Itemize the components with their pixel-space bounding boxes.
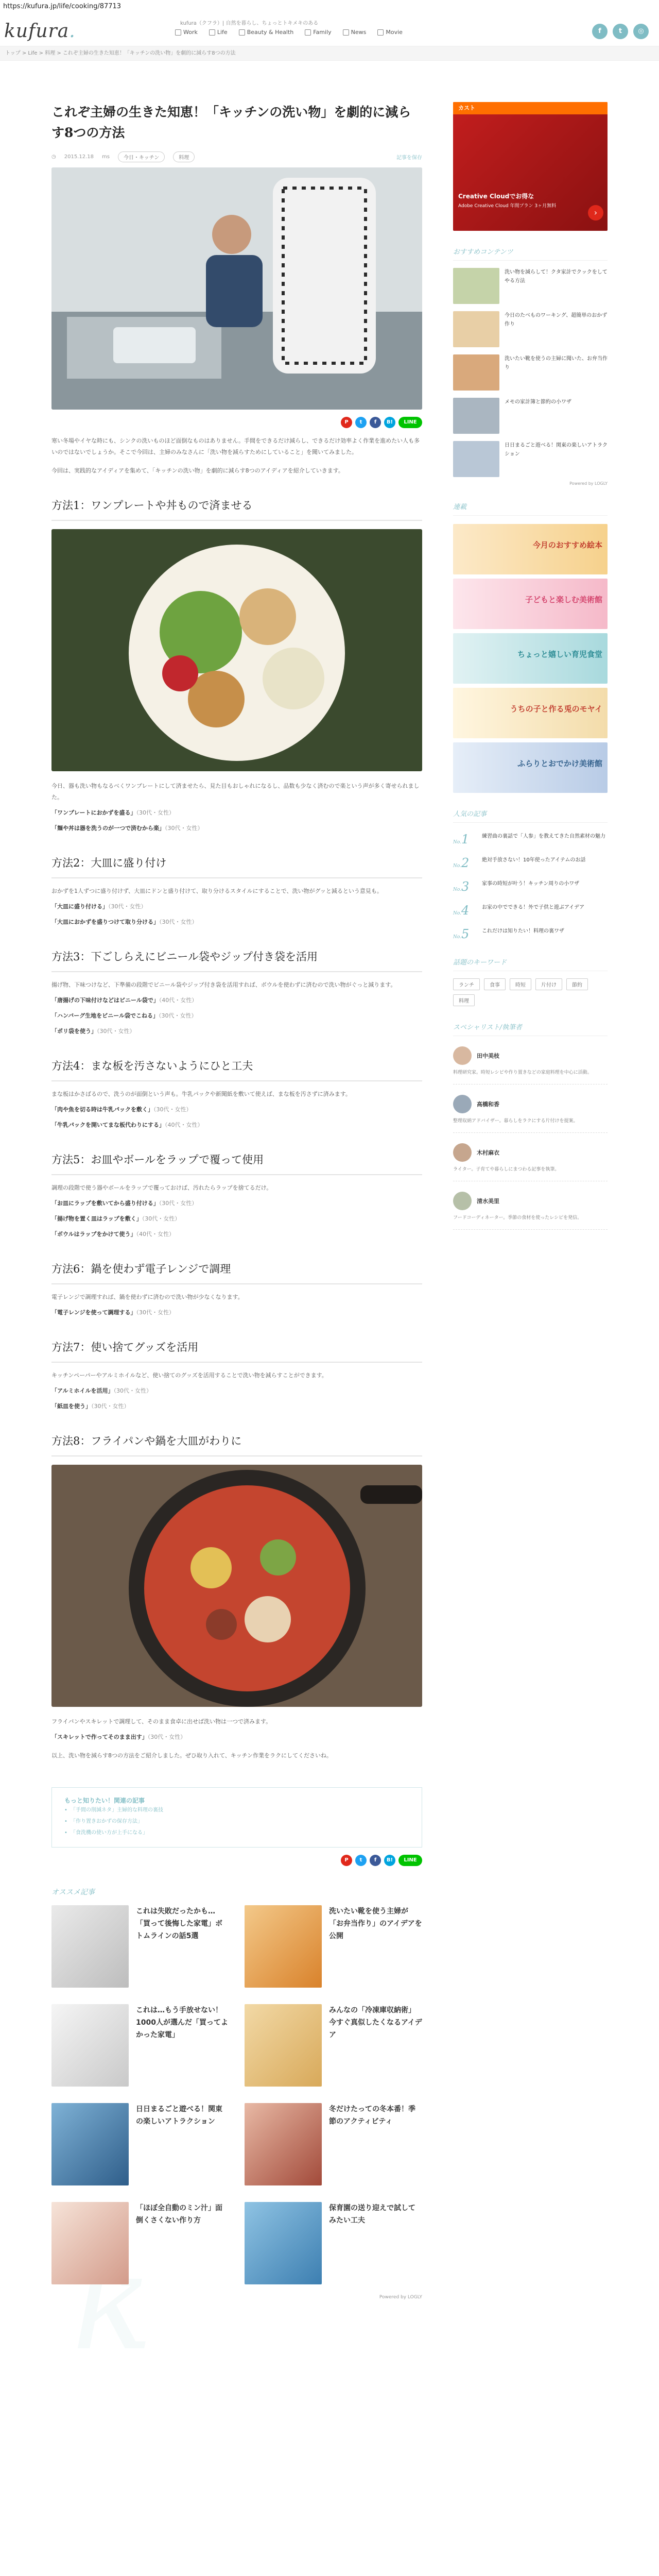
quote-source: （40代・女性） bbox=[136, 1231, 175, 1238]
recommend-item[interactable] bbox=[51, 2004, 229, 2087]
facebook-icon[interactable]: f bbox=[592, 24, 608, 39]
ranking-text: お家の中でできる！外で子供と遊ぶアイデア bbox=[482, 905, 585, 910]
section-title: 方法1：ワンプレートや丼もので済ませる bbox=[51, 497, 422, 521]
content-thumb bbox=[453, 354, 499, 391]
series-banner[interactable] bbox=[453, 633, 608, 684]
section-title: 方法8：フライパンや鍋を大皿がわりに bbox=[51, 1433, 422, 1456]
nav-item-news[interactable] bbox=[343, 29, 367, 36]
related-link[interactable]: • 「食洗機の使い方が上手になる」 bbox=[64, 1827, 409, 1839]
site-tagline: kufura（クフラ）| 自然を暮らし、ちょっとトキメキのある bbox=[180, 21, 319, 26]
share-buttons-bottom bbox=[51, 1855, 422, 1866]
quote bbox=[51, 1120, 422, 1131]
family-icon bbox=[305, 29, 311, 36]
hero-image bbox=[51, 167, 422, 410]
quote bbox=[51, 1198, 422, 1209]
quote bbox=[51, 1229, 422, 1240]
recommend-item[interactable] bbox=[245, 2202, 422, 2284]
hatena-icon[interactable]: B! bbox=[384, 1855, 395, 1866]
breadcrumb: トップ > Life > 料理 > これぞ主婦の生きた知恵！「キッチンの洗い物」を劇的に減らす8つの方法 bbox=[0, 46, 659, 61]
keyword-tag[interactable]: 片付け bbox=[535, 978, 562, 990]
specialist-name: 清水美里 bbox=[477, 1198, 499, 1205]
recommend-thumb bbox=[245, 1905, 322, 1988]
specialist-name: 木村麻衣 bbox=[477, 1149, 499, 1156]
rank-number: No.2 bbox=[453, 856, 470, 870]
sidebar-specialists-title: スペシャリスト/執筆者 bbox=[453, 1022, 608, 1036]
twitter-icon[interactable]: t bbox=[613, 24, 628, 39]
article-main bbox=[51, 61, 422, 2300]
quote bbox=[51, 995, 422, 1006]
quote-text: 「牛乳パックを開いてまな板代わりにする」 bbox=[51, 1122, 165, 1128]
recommend-text: みんなの「冷凍庫収納術」 今すぐ真似したくなるアイデア bbox=[329, 2006, 422, 2039]
facebook-icon[interactable]: f bbox=[370, 1855, 381, 1866]
keyword-tag[interactable]: 節約 bbox=[566, 978, 588, 990]
nav-label: Work bbox=[183, 29, 198, 36]
twitter-icon[interactable]: t bbox=[355, 417, 367, 428]
nav-item-work[interactable] bbox=[175, 29, 198, 36]
recommend-grid bbox=[51, 1905, 422, 2284]
line-icon[interactable]: LINE bbox=[398, 417, 422, 428]
quote-text: 「スキレットで作ってそのまま出す」 bbox=[51, 1734, 148, 1740]
section-body: 電子レンジで調理すれば、鍋を使わずに済むので洗い物が少なくなります。 bbox=[51, 1294, 244, 1300]
sidebar-contents-title: おすすめコンテンツ bbox=[453, 246, 608, 261]
quote-text: 「ボウルはラップをかけて使う」 bbox=[51, 1231, 136, 1238]
nav-item-movie[interactable] bbox=[377, 29, 403, 36]
sidebar-content-item[interactable] bbox=[453, 268, 608, 304]
news-icon bbox=[343, 29, 349, 36]
ranking-text: 絶対手放さない！10年使ったアイテムのお話 bbox=[482, 857, 586, 863]
section-title: 方法7：使い捨てグッズを活用 bbox=[51, 1339, 422, 1363]
quote bbox=[51, 807, 422, 819]
quote bbox=[51, 1026, 422, 1037]
rank-number: No.4 bbox=[453, 903, 470, 918]
quote-text: 「紙皿を使う」 bbox=[51, 1403, 91, 1410]
related-title: もっと知りたい！関連の記事 bbox=[64, 1797, 145, 1804]
section-title: 方法2：大皿に盛り付け bbox=[51, 855, 422, 878]
series-banner[interactable] bbox=[453, 688, 608, 738]
section-title: 方法4：まな板を汚さないようにひと工夫 bbox=[51, 1058, 422, 1081]
quote-text: 「ハンバーグ生地をビニール袋でこねる」 bbox=[51, 1012, 159, 1019]
article-author: ms bbox=[102, 154, 110, 160]
ranking-item[interactable] bbox=[453, 903, 608, 918]
series-label: 子どもと楽しむ美術館 bbox=[525, 595, 602, 604]
related-articles-box bbox=[51, 1787, 422, 1848]
article-tag[interactable]: 今日・キッチン bbox=[118, 151, 165, 162]
nav-label: Beauty & Health bbox=[247, 29, 294, 36]
specialist-card[interactable] bbox=[453, 1095, 608, 1133]
hatena-icon[interactable]: B! bbox=[384, 417, 395, 428]
main-nav bbox=[175, 29, 403, 36]
quote-source: （30代・女性） bbox=[136, 1309, 175, 1316]
chevron-right-icon[interactable]: › bbox=[588, 205, 603, 221]
recommend-item[interactable] bbox=[51, 1905, 229, 1988]
nav-item-beauty[interactable] bbox=[239, 29, 294, 36]
series-banner[interactable] bbox=[453, 579, 608, 629]
recommend-text: 洗いたい靴を使う主婦が「お弁当作り」のアイデアを公開 bbox=[329, 1907, 422, 1940]
recommend-thumb bbox=[51, 1905, 129, 1988]
quote-text: 「麺や丼は器を洗うのが一つで済むから楽」 bbox=[51, 825, 165, 832]
beauty-icon bbox=[239, 29, 245, 36]
specialist-card[interactable] bbox=[453, 1143, 608, 1181]
work-icon bbox=[175, 29, 181, 36]
nav-label: Movie bbox=[386, 29, 403, 36]
section-body: キッチンペーパーやアルミホイルなど、使い捨てのグッズを活用することで洗い物を減らすことができます。 bbox=[51, 1372, 327, 1379]
recommend-thumb bbox=[51, 2103, 129, 2185]
related-link[interactable]: • 「手間の削減ネタ」主婦的な料理の裏技 bbox=[64, 1805, 409, 1816]
instagram-icon[interactable]: ◎ bbox=[633, 24, 649, 39]
ad-banner-header: カスト bbox=[453, 102, 608, 114]
specialist-desc: フードコーディネーター。季節の食材を使ったレシピを発信。 bbox=[453, 1215, 582, 1221]
quote-source: （30代・女性） bbox=[91, 1403, 130, 1410]
outro-text: 以上、洗い物を減らす8つの方法をご紹介しました。ぜひ取り入れて、キッチン作業をラクにしてくださいね。 bbox=[51, 1752, 333, 1759]
quote bbox=[51, 823, 422, 834]
recommend-thumb bbox=[245, 2202, 322, 2284]
nav-item-life[interactable] bbox=[209, 29, 228, 36]
quote-text: 「ワンプレートにおかずを盛る」 bbox=[51, 809, 136, 816]
background-watermark: k bbox=[72, 2225, 153, 2380]
powered-by[interactable]: Powered by LOGLY bbox=[569, 481, 608, 486]
keyword-tag[interactable]: 時短 bbox=[510, 978, 531, 990]
article-tag[interactable]: 料理 bbox=[173, 151, 195, 162]
recommend-item[interactable] bbox=[51, 2202, 229, 2284]
movie-icon bbox=[377, 29, 384, 36]
ranking-text: これだけは知りたい！料理の裏ワザ bbox=[482, 928, 564, 934]
quote-text: 「唐揚げの下味付けなどはビニール袋で」 bbox=[51, 997, 159, 1004]
nav-label: Family bbox=[313, 29, 332, 36]
quote bbox=[51, 1307, 422, 1318]
url-bar[interactable]: https://kufura.jp/life/cooking/87713 bbox=[0, 0, 659, 13]
specialist-card[interactable] bbox=[453, 1046, 608, 1084]
series-banner[interactable] bbox=[453, 524, 608, 574]
rank-number: No.3 bbox=[453, 879, 470, 894]
pinterest-icon[interactable]: P bbox=[341, 1855, 352, 1866]
sidebar-ranking-title: 人気の記事 bbox=[453, 808, 608, 823]
ranking-item[interactable] bbox=[453, 832, 608, 846]
nav-label: Life bbox=[217, 29, 228, 36]
section-body: フライパンやスキレットで調理して、そのまま食卓に出せば洗い物は一つで済みます。 bbox=[51, 1718, 272, 1725]
ranking-item[interactable] bbox=[453, 927, 608, 941]
specialist-card[interactable] bbox=[453, 1192, 608, 1230]
quote-text: 「お皿にラップを敷いてから盛り付ける」 bbox=[51, 1200, 159, 1207]
content-text: 洗い物を減らして！クタ家計でクックをしてやる方法 bbox=[505, 269, 608, 284]
quote-source: （30代・女性） bbox=[142, 1215, 181, 1222]
clock-icon: ◷ bbox=[51, 154, 56, 160]
content-thumb bbox=[453, 398, 499, 434]
recommend-item[interactable] bbox=[245, 2103, 422, 2185]
recommend-item[interactable] bbox=[245, 1905, 422, 1988]
quote-text: 「大皿に盛り付ける」 bbox=[51, 903, 108, 910]
sidebar-content-item[interactable] bbox=[453, 441, 608, 477]
recommend-text: これは…もう手放せない！1000人が選んだ「買ってよかった家電」 bbox=[136, 2006, 228, 2039]
specialist-desc: 整理収納アドバイザー。暮らしをラクにする片付けを提案。 bbox=[453, 1118, 578, 1124]
recommend-thumb bbox=[245, 2004, 322, 2087]
quote-source: （30代・女性） bbox=[159, 919, 198, 925]
powered-by[interactable]: Powered by LOGLY bbox=[379, 2295, 422, 2300]
recommend-thumb bbox=[51, 2004, 129, 2087]
avatar bbox=[453, 1095, 472, 1113]
quote bbox=[51, 901, 422, 912]
quote bbox=[51, 1401, 422, 1412]
ranking-text: 練習曲の裏話で「人参」を教えてきた自然素材の魅力 bbox=[482, 834, 605, 839]
sidebar-content-item[interactable] bbox=[453, 311, 608, 347]
ad-banner[interactable] bbox=[453, 102, 608, 231]
one-plate-photo bbox=[51, 529, 422, 771]
keyword-list bbox=[453, 978, 608, 1006]
quote-text: 「ポリ袋を使う」 bbox=[51, 1028, 97, 1035]
series-list bbox=[453, 524, 608, 793]
sidebar-content-item[interactable] bbox=[453, 398, 608, 434]
article-title: これぞ主婦の生きた知恵！「キッチンの洗い物」を劇的に減らす8つの方法 bbox=[51, 105, 411, 140]
keyword-tag[interactable]: 食事 bbox=[484, 978, 506, 990]
rank-number: No.1 bbox=[453, 832, 470, 846]
quote bbox=[51, 917, 422, 928]
quote bbox=[51, 1010, 422, 1022]
specialist-desc: ライター。子育てや暮らしにまつわる記事を執筆。 bbox=[453, 1167, 560, 1172]
quote-source: （30代・女性） bbox=[136, 809, 175, 816]
kitchen-photo bbox=[51, 167, 422, 410]
specialist-name: 高橋和香 bbox=[477, 1101, 499, 1108]
life-icon bbox=[209, 29, 215, 36]
rank-number: No.5 bbox=[453, 927, 470, 941]
quote-source: （30代・女性） bbox=[108, 903, 147, 910]
quote-source: （30代・女性） bbox=[147, 1734, 186, 1740]
avatar bbox=[453, 1192, 472, 1210]
quote-text: 「揚げ物を置く皿はラップを敷く」 bbox=[51, 1215, 142, 1222]
content-text: 今日のたべものワーキング、超簡単のおかず作り bbox=[505, 313, 608, 327]
recommend-text: 日日まるごと遊べる！関東の楽しいアトラクション bbox=[136, 2105, 222, 2126]
series-label: ちょっと嬉しい育児食堂 bbox=[517, 650, 602, 659]
content-thumb bbox=[453, 441, 499, 477]
ranking-text: 家事の時短が叶う！キッチン周りの小ワザ bbox=[482, 881, 580, 887]
keyword-tag[interactable]: 料理 bbox=[453, 994, 475, 1006]
line-icon[interactable]: LINE bbox=[398, 1855, 422, 1866]
ranking-item[interactable] bbox=[453, 856, 608, 870]
quote-source: （30代・女性） bbox=[159, 1012, 197, 1019]
series-label: うちの子と作る兎のモヤイ bbox=[510, 704, 602, 714]
quote-source: （40代・女性） bbox=[165, 1122, 203, 1128]
quote-text: 「アルミホイルを活用」 bbox=[51, 1387, 114, 1394]
quote bbox=[51, 1732, 422, 1743]
avatar bbox=[453, 1143, 472, 1162]
quote-text: 「電子レンジを使って調理する」 bbox=[51, 1309, 136, 1316]
content-thumb bbox=[453, 268, 499, 304]
sidebar-keyword-title: 話題のキーワード bbox=[453, 957, 608, 971]
section-title: 方法5：お皿やボールをラップで覆って使用 bbox=[51, 1151, 422, 1175]
quote bbox=[51, 1104, 422, 1115]
site-logo[interactable]: kufura. bbox=[4, 21, 76, 42]
section-body: 調理の段階で使う器やボールをラップで覆っておけば、汚れたらラップを捨てるだけ。 bbox=[51, 1184, 272, 1191]
content-text: メモの家計簿と節約の小ワザ bbox=[505, 399, 571, 405]
quote-source: （30代・女性） bbox=[153, 1106, 192, 1113]
recommend-title: オススメ記事 bbox=[51, 1888, 95, 1896]
save-article-link[interactable]: 記事を保存 bbox=[396, 155, 422, 161]
avatar bbox=[453, 1046, 472, 1065]
quote bbox=[51, 1213, 422, 1225]
recommend-item[interactable] bbox=[51, 2103, 229, 2185]
quote-source: （30代・女性） bbox=[113, 1387, 152, 1394]
quote-source: （30代・女性） bbox=[165, 825, 203, 832]
series-banner[interactable] bbox=[453, 742, 608, 793]
quote-text: 「肉や魚を切る時は牛乳パックを敷く」 bbox=[51, 1106, 153, 1113]
section-body: 揚げ物、下味つけなど、下準備の段階でビニール袋やジップ付き袋を活用すれば、ボウルを使わずに済むので洗い物がぐっと減ります。 bbox=[51, 981, 396, 988]
series-label: ふらりとおでかけ美術館 bbox=[517, 759, 602, 768]
sidebar bbox=[453, 61, 608, 1230]
section-title: 方法3：下ごしらえにビニール袋やジップ付き袋を活用 bbox=[51, 948, 422, 972]
sidebar-series-title: 連載 bbox=[453, 501, 608, 516]
article-date: 2015.12.18 bbox=[64, 154, 94, 160]
skillet-photo bbox=[51, 1465, 422, 1707]
keyword-tag[interactable]: ランチ bbox=[453, 978, 480, 990]
specialist-name: 田中美枝 bbox=[477, 1053, 499, 1059]
header-social bbox=[592, 24, 649, 39]
intro-text-2: 今回は、実践的なアイディアを集めて、「キッチンの洗い物」を劇的に減らす8つのアイディアを紹介していきます。 bbox=[51, 467, 344, 474]
facebook-icon[interactable]: f bbox=[370, 417, 381, 428]
site-header bbox=[0, 13, 659, 46]
twitter-icon[interactable]: t bbox=[355, 1855, 367, 1866]
ranking-item[interactable] bbox=[453, 879, 608, 894]
specialist-desc: 料理研究家。時短レシピや作り置きなどの家庭料理を中心に活動。 bbox=[453, 1070, 592, 1075]
section-body: まな板はかさばるので、洗うのが面倒という声も。牛乳パックや新聞紙を敷いて使えば、まな板を汚さずに済みます。 bbox=[51, 1091, 351, 1097]
recommend-item[interactable] bbox=[245, 2004, 422, 2087]
content-thumb bbox=[453, 311, 499, 347]
quote-source: （30代・女性） bbox=[97, 1028, 135, 1035]
quote-source: （40代・女性） bbox=[159, 997, 198, 1004]
recommend-text: 冬だけたっての冬本番！季節のアクティビティ bbox=[329, 2105, 415, 2126]
recommend-text: 保育園の送り迎えで試してみたい工夫 bbox=[329, 2204, 415, 2225]
recommend-text: これは失敗だったかも…「買って後悔した家電」ボトムラインの話5選 bbox=[136, 1907, 222, 1940]
article-meta bbox=[51, 151, 422, 162]
quote bbox=[51, 1385, 422, 1397]
content-text: 洗いたい靴を使うの主婦に聞いた、お弁当作り bbox=[505, 356, 608, 370]
intro-text: 寒い冬場やイヤな時にも、シンクの洗いものほど面倒なものはありません。手間をできるだけ減らし、できるだけ効率よく作業を進めたい人も多いのではないでしょうか。そこで今回は、主婦のみなさんに「洗い物を減らすためにしていること」を聞いてみました。 bbox=[51, 437, 420, 455]
recommend-thumb bbox=[51, 2202, 129, 2284]
nav-item-family[interactable] bbox=[305, 29, 331, 36]
nav-label: News bbox=[351, 29, 367, 36]
pinterest-icon[interactable]: P bbox=[341, 417, 352, 428]
recommend-text: 「ほぼ全自動のミン汁」面倒くさくない作り方 bbox=[136, 2204, 222, 2225]
recommend-thumb bbox=[245, 2103, 322, 2185]
quote-source: （30代・女性） bbox=[159, 1200, 198, 1207]
content-text: 日日まるごと遊べる！関東の楽しいアトラクション bbox=[505, 443, 608, 457]
share-buttons bbox=[51, 417, 422, 428]
section-title: 方法6：鍋を使わず電子レンジで調理 bbox=[51, 1261, 422, 1284]
related-link[interactable]: • 「作り置きおかずの保存方法」 bbox=[64, 1816, 409, 1827]
section-body: おかずを1人ずつに盛り付けず、大皿にドンと盛り付けて、取り分けるスタイルにすることで、洗い物がグッと減るという意見も。 bbox=[51, 888, 383, 894]
sidebar-content-item[interactable] bbox=[453, 354, 608, 391]
ad-banner-title: Creative Cloudでお得な bbox=[458, 193, 534, 200]
series-label: 今月のおすすめ絵本 bbox=[532, 540, 602, 550]
section-body: 今日、器も洗い物もなるべくワンプレートにして済ませたら、見た目もおしゃれになるし、品数も少なく済むので楽という声が多く寄せられました。 bbox=[51, 783, 420, 801]
ad-banner-sub: Adobe Creative Cloud 年間プラン 3ヶ月無料 bbox=[458, 204, 557, 209]
quote-text: 「大皿におかずを盛りつけて取り分ける」 bbox=[51, 919, 159, 925]
